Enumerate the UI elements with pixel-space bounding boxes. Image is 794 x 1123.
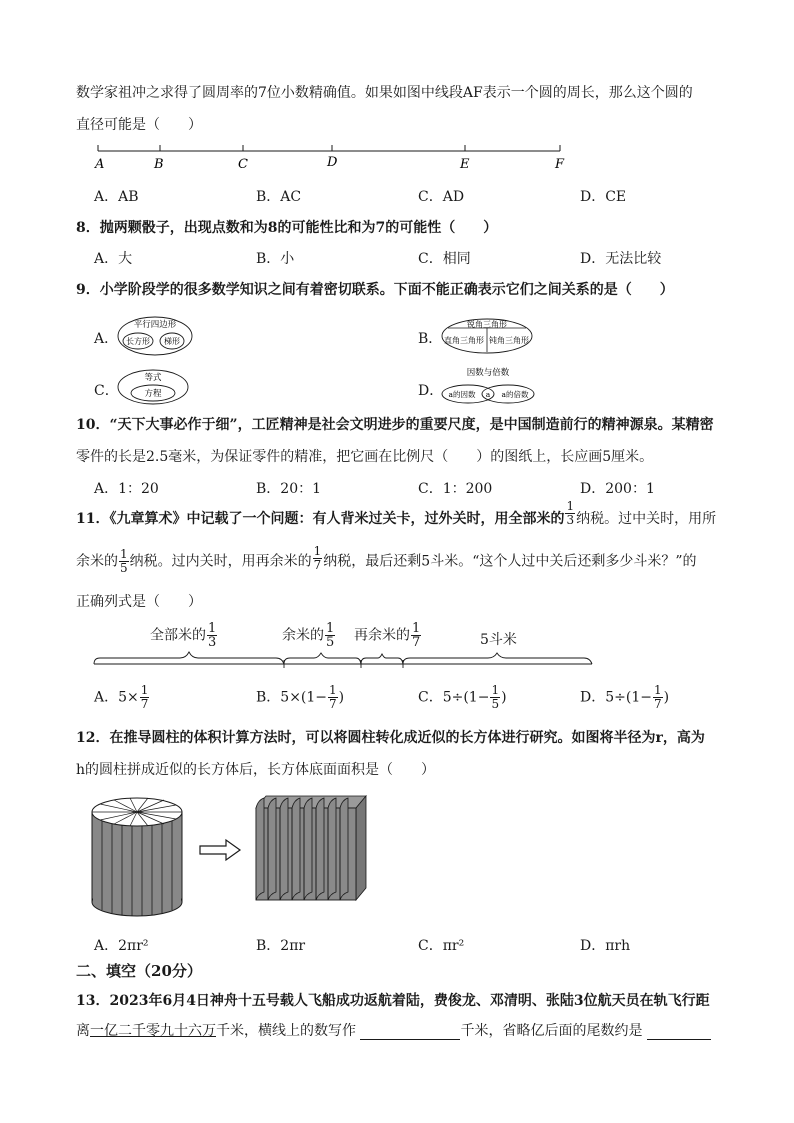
q13-answer-blank-1[interactable] [360, 1025, 460, 1040]
q11-line1 [76, 498, 717, 528]
seg-label-all: 全部米的 $\frac{1}{3}$ [150, 621, 217, 650]
q8-option-c[interactable]: C．相同 [418, 251, 471, 267]
q13-underlined-number: 一亿二千零九十六万 [90, 1023, 216, 1039]
q8-option-d[interactable]: D．无法比较 [580, 251, 662, 267]
q9-option-a[interactable]: A． [94, 331, 119, 347]
diagram-b-left-label: 直角三角形 [444, 336, 484, 345]
diagram-d-left-label: a的因数 [448, 390, 476, 399]
q8-option-b[interactable]: B．小 [256, 251, 295, 267]
seg-label-remaining: 余米的 $\frac{1}{5}$ [282, 621, 335, 650]
fraction-one-fifth: $\frac{1}{5}$ [120, 547, 128, 575]
q11-line2-a: 余米的 [76, 553, 118, 570]
diagram-d-center-label: a [485, 390, 491, 399]
q9-diagram-a [116, 314, 196, 358]
diagram-c-outer-label: 等式 [144, 373, 162, 383]
q7-option-a[interactable]: A．AB [94, 189, 139, 205]
q11-line1-pre: 11．《九章算术》中记载了一个问题：有人背米过关卡，过外关时，用全部米的 [76, 511, 565, 527]
q12-line2: h的圆柱拼成近似的长方体后，长方体底面面积是（ ） [76, 762, 436, 778]
q8-option-a[interactable]: A．大 [94, 251, 133, 267]
fraction-one-third: $\frac{1}{3}$ [566, 498, 575, 527]
right-arrow-icon [198, 838, 244, 862]
q11-line2 [76, 544, 697, 575]
section-2-title: 二、填空（20分） [76, 962, 202, 980]
diagram-c-inner-label: 方程 [144, 389, 162, 399]
q9-text: 9．小学阶段学的很多数学知识之间有着密切联系。下面不能正确表示它们之间关系的是（ ） [76, 282, 674, 298]
q7-option-c[interactable]: C．AD [418, 189, 465, 205]
diagram-a-right-label: 梯形 [164, 337, 180, 346]
q10-option-c[interactable]: C．1：200 [418, 481, 493, 497]
q11-option-a[interactable]: A．5× $\frac{1}{7}$ [94, 683, 149, 711]
diagram-a-outer-label: 平行四边形 [133, 320, 177, 330]
q12-line1: 12．在推导圆柱的体积计算方法时，可以将圆柱转化成近似的长方体进行研究。如图将半径为r，高为 [76, 730, 705, 746]
q12-option-b[interactable]: B．2πr [256, 938, 306, 954]
q9-diagram-d [438, 364, 538, 406]
q11-option-c[interactable]: C．5÷(1− $\frac{1}{5}$ ) [418, 683, 507, 711]
q13-answer-blank-2[interactable] [647, 1025, 711, 1040]
q11-option-b[interactable]: B．5×(1− $\frac{1}{7}$ ) [256, 683, 345, 711]
point-c-label: C [238, 157, 248, 172]
diagram-a-left-label: 长方形 [126, 337, 150, 346]
point-f-label: F [555, 157, 565, 172]
q9-option-b[interactable]: B． [418, 331, 443, 347]
q9-diagram-c [116, 368, 192, 406]
seg-label-re-remaining: 再余米的 $\frac{1}{7}$ [354, 621, 421, 650]
q9-option-d[interactable]: D． [418, 383, 444, 399]
point-a-label: A [95, 157, 105, 172]
cylinder-illustration [88, 790, 188, 920]
q12-option-a[interactable]: A．2πr² [94, 938, 149, 954]
q10-option-a[interactable]: A．1：20 [94, 481, 159, 497]
q7-segment-diagram [90, 140, 580, 176]
diagram-d-right-label: a的倍数 [501, 390, 529, 399]
q10-line2: 零件的长是2.5毫米，为保证零件的精准，把它画在比例尺（ ）的图纸上，长应画5厘米。 [76, 449, 654, 465]
q9-diagram-b [440, 316, 534, 356]
q7-option-d[interactable]: D．CE [580, 189, 627, 205]
point-e-label: E [460, 157, 470, 172]
q11-option-d[interactable]: D．5÷(1− $\frac{1}{7}$ ) [580, 683, 670, 711]
q11-line1-post: 纳税。过中关时，用所 [576, 511, 717, 527]
q12-option-d[interactable]: D．πrh [580, 938, 631, 954]
q11-line2-b: 纳税。过内关时，用再余米的 [129, 553, 312, 570]
cuboid-illustration [248, 788, 378, 918]
q10-line1: 10．“天下大事必作于细”，工匠精神是社会文明进步的重要尺度，是中国制造前行的精神源泉。某精密 [76, 417, 714, 433]
q8-text: 8．抛两颗骰子，出现点数和为8的可能性比和为7的可能性（ ） [76, 220, 498, 236]
point-d-label: D [327, 155, 338, 170]
q7-line2: 直径可能是（ ） [76, 117, 202, 133]
q11-line3: 正确列式是（ ） [76, 594, 202, 610]
q9-option-c[interactable]: C． [94, 383, 119, 399]
diagram-b-right-label: 钝角三角形 [489, 336, 529, 345]
fraction-one-seventh: $\frac{1}{7}$ [313, 544, 322, 572]
q11-line2-c: 纳税，最后还剩5斗米。“这个人过中关后还剩多少斗米？”的 [323, 553, 697, 570]
point-b-label: B [154, 157, 164, 172]
q11-brace-diagram [90, 650, 600, 674]
q7-option-b[interactable]: B．AC [256, 189, 302, 205]
seg-label-five-dou: 5斗米 [480, 632, 517, 648]
diagram-d-title-label: 因数与倍数 [466, 368, 510, 378]
q10-option-b[interactable]: B．20：1 [256, 481, 322, 497]
q12-option-c[interactable]: C．πr² [418, 938, 465, 954]
q7-line1: 数学家祖冲之求得了圆周率的7位小数精确值。如果如图中线段AF表示一个圆的周长，那么这个圆的 [76, 85, 693, 101]
q13-line1: 13．2023年6月4日神舟十五号载人飞船成功返航着陆，费俊龙、邓清明、张陆3位航天员在轨飞行距 [76, 993, 710, 1009]
q13-line2: 离一亿二千零九十六万千米，横线上的数写作 千米，省略亿后面的尾数约是 [76, 1020, 711, 1040]
diagram-b-top-label: 锐角三角形 [467, 320, 507, 329]
q10-option-d[interactable]: D．200：1 [580, 481, 655, 497]
